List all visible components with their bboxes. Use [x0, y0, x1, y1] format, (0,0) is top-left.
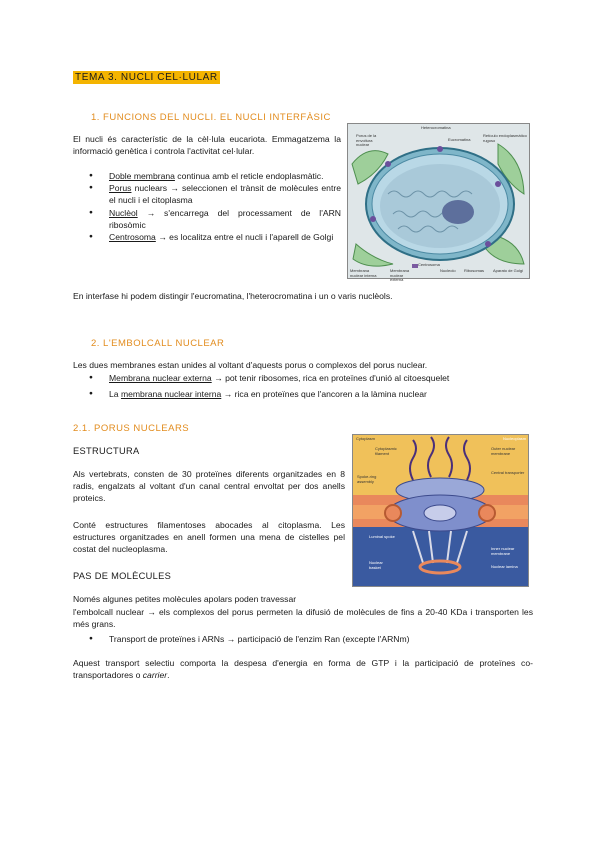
- section-2-1-bullets: [73, 633, 533, 645]
- subheading-pas-molecules: PAS DE MOLÈCULES: [73, 571, 172, 581]
- nuclear-pore-illustration: [352, 434, 529, 587]
- figure-label: Ribosomas: [464, 268, 485, 273]
- section-1-intro: El nucli és característic de la cèl·lula eucariota. Emmagatzema la informació genètica i controla l'activitat cel·lular.: [73, 134, 341, 157]
- list-item: ● Doble membrana continua amb el reticle endoplasmàtic.: [73, 170, 341, 182]
- list-item: ● Nuclèol → s'encarrega del processament de l'ARN ribosòmic: [73, 207, 341, 231]
- figure-label: Centrosoma: [418, 262, 440, 267]
- section-2-bullets: [73, 372, 543, 400]
- list-item: ● Centrosoma → es localitza entre el nucli i l'aparell de Golgi: [73, 231, 341, 243]
- paragraph: Conté estructures filamentoses abocades al citoplasma. Les estructures organitzades en anell formen una mena de cistelles pel costat del nucleoplasma.: [73, 520, 345, 555]
- list-item: ● Membrana nuclear externa → pot tenir ribosomes, rica en proteïnes d'unió al citoesquelet: [73, 372, 543, 384]
- list-item: ● Transport de proteïnes i ARNs → participació de l'enzim Ran (excepte l'ARNm): [73, 633, 533, 645]
- figure-label: Eucromatina: [448, 137, 471, 142]
- section-1-heading: 1. FUNCIONS DEL NUCLI. EL NUCLI INTERFÀSIC: [91, 112, 331, 123]
- paragraph: Només algunes petites molècules apolars poden travessar: [73, 594, 297, 604]
- figure-label: Nucleolo: [440, 268, 456, 273]
- section-2-intro: Les dues membranes estan unides al voltant d'aquests porus o complexos del porus nuclear.: [73, 360, 428, 370]
- section-1-bullets: [73, 170, 341, 243]
- figure-label: Porus de la envoltura nuclear: [356, 133, 377, 147]
- figure-label: Aparato de Golgi: [493, 268, 524, 273]
- figure-label: Cytoplasmic filament: [375, 446, 397, 456]
- figure-label: Inner nuclear membrane: [491, 546, 515, 556]
- section-2-1-heading: 2.1. PORUS NUCLEARS: [73, 423, 190, 434]
- nucleus-illustration: [347, 123, 530, 282]
- figure-label: Membrana nuclear externa: [390, 268, 410, 282]
- subheading-estructura: ESTRUCTURA: [73, 446, 140, 456]
- list-item: ● La membrana nuclear interna → rica en proteïnes que l'ancoren a la làmina nuclear: [73, 388, 543, 400]
- figure-label: Cytoplasm: [356, 436, 375, 441]
- figure-label: Nucleoplasm: [503, 436, 527, 441]
- paragraph: l'embolcall nuclear → els complexos del porus permeten la difusió de molècules de fins a 20-40 KDa i transporten les més grans.: [73, 607, 533, 630]
- figure-label: Retículo endoplasmático rugoso: [483, 133, 527, 143]
- figure-label: Membrana nuclear interna: [350, 268, 377, 278]
- figure-label: Luminal spoke: [369, 534, 395, 539]
- section-2-heading: 2. L'EMBOLCALL NUCLEAR: [91, 338, 225, 349]
- section-1-outro: En interfase hi podem distingir l'eucromatina, l'heterocromatina i un o varis nuclèols.: [73, 291, 393, 301]
- list-item: ● Porus nuclears → seleccionen el trànsit de molècules entre el nucli i el citoplasma: [73, 182, 341, 206]
- figure-label: Central transporter: [491, 470, 525, 475]
- page-title: TEMA 3. NUCLI CEL·LULAR: [75, 72, 218, 83]
- figure-label: Outer nuclear membrane: [491, 446, 516, 456]
- figure-label: Spoke-ring assembly: [357, 474, 377, 484]
- figure-label: Nuclear lamina: [491, 564, 518, 569]
- figure-label: Heterocromatina: [421, 125, 451, 130]
- figure-label: Nuclear basket: [369, 560, 383, 570]
- paragraph: Aquest transport selectiu comporta la despesa d'energia en forma de GTP i la participació de proteïnes co-transportadores o carrier.: [73, 658, 533, 681]
- paragraph: Als vertebrats, consten de 30 proteïnes diferents organitzades en 8 radis, engalzats al voltant d'un canal central envoltat per dos anells proteics.: [73, 469, 345, 504]
